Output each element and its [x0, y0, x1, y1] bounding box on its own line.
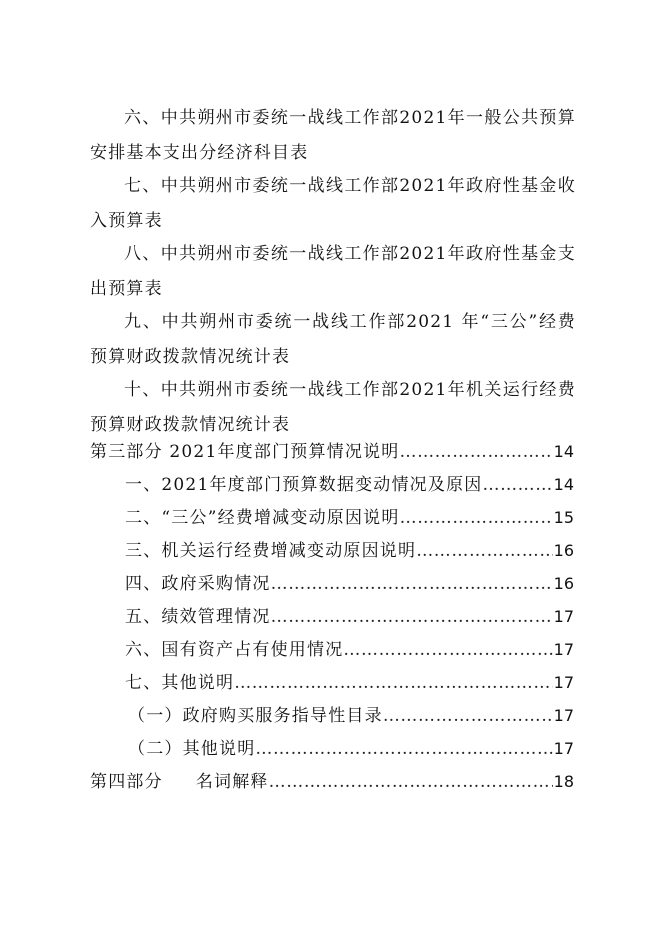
toc-page-number: 16: [553, 574, 574, 593]
toc-label: 三、机关运行经费增减变动原因说明: [125, 541, 417, 561]
leader-dots: [271, 573, 553, 595]
toc-page-number: 17: [553, 607, 574, 626]
toc-line-part-3: [90, 441, 574, 463]
toc-label: 七、其他说明: [125, 673, 235, 693]
leader-dots: [482, 474, 552, 496]
toc-line-part-4: [90, 771, 574, 793]
toc-line-subsection-7-1: [128, 705, 574, 727]
toc-label: 一、2021年度部门预算数据变动情况及原因: [125, 475, 483, 495]
toc-label: 第四部分 名词解释: [90, 772, 269, 792]
leader-dots: [271, 606, 553, 628]
toc-page-number: 18: [553, 772, 574, 791]
toc-label: （一）政府购买服务指导性目录: [128, 706, 383, 726]
leader-dots: [343, 639, 552, 661]
toc-line-section-7: [125, 672, 574, 694]
leader-dots: [400, 507, 553, 529]
leader-dots: [416, 540, 552, 562]
toc-line-subsection-7-2: [128, 738, 574, 760]
toc-line-section-1: [125, 474, 574, 496]
toc-entry-table-6: 六、中共朔州市委统一战线工作部2021年一般公共预算安排基本支出分经济科目表: [90, 108, 576, 163]
toc-label: 五、绩效管理情况: [125, 607, 271, 627]
toc-label: 四、政府采购情况: [125, 574, 271, 594]
toc-line-section-4: [125, 573, 574, 595]
leader-dots: [383, 705, 553, 727]
toc-page-number: 17: [553, 706, 574, 725]
toc-entry-table-10: 十、中共朔州市委统一战线工作部2021年机关运行经费预算财政拨款情况统计表: [90, 380, 576, 435]
toc-label: 二、“三公”经费增减变动原因说明: [125, 508, 400, 528]
toc-line-section-2: [125, 507, 574, 529]
leader-dots: [269, 771, 553, 793]
leader-dots: [399, 441, 552, 463]
toc-page-number: 17: [553, 739, 574, 758]
toc-label: （二）其他说明: [128, 739, 256, 759]
toc-label: 六、国有资产占有使用情况: [125, 640, 344, 660]
toc-entry-table-9: 九、中共朔州市委统一战线工作部2021 年“三公”经费预算财政拨款情况统计表: [90, 312, 576, 367]
toc-entry-table-7: 七、中共朔州市委统一战线工作部2021年政府性基金收入预算表: [90, 176, 576, 231]
leader-dots: [255, 738, 552, 760]
toc-page-number: 16: [553, 541, 574, 560]
toc-page-number: 17: [553, 640, 574, 659]
toc-page-number: 14: [553, 475, 574, 494]
toc-page-number: 17: [553, 673, 574, 692]
toc-page-number: 14: [553, 442, 574, 461]
toc-line-section-3: [125, 540, 574, 562]
toc-line-section-5: [125, 606, 574, 628]
leader-dots: [234, 672, 552, 694]
toc-line-section-6: [125, 639, 574, 661]
toc-entry-table-8: 八、中共朔州市委统一战线工作部2021年政府性基金支出预算表: [90, 244, 576, 299]
toc-page-number: 15: [553, 508, 574, 527]
toc-label: 第三部分 2021年度部门预算情况说明: [90, 442, 400, 462]
